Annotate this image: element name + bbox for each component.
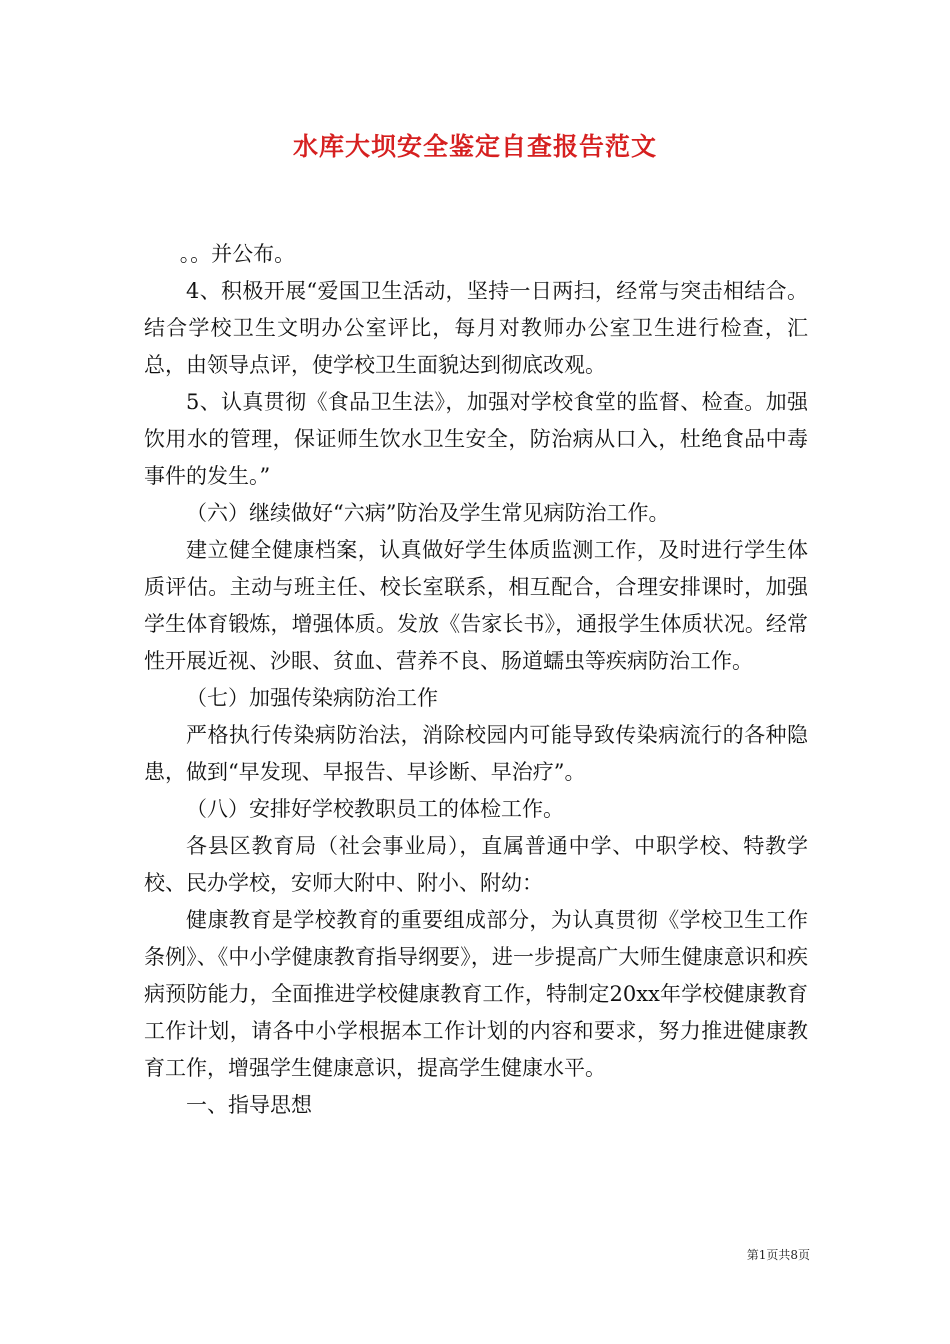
paragraph-6: （七）加强传染病防治工作: [186, 686, 438, 710]
paragraph-10: 健康教育是学校教育的重要组成部分，为认真贯彻《学校卫生工作条例》、《中小学健康教育指导纲要》，进一步提高广大师生健康意识和疾病预防能力，全面推进学校健康教育工作，特制定20xx年学校健康教育工作计划，请各中小学根据本工作计划的内容和要求，努力推进健康教育工作，增强学生健康意识，提高学生健康水平。: [144, 908, 808, 1080]
paragraph-2: 4、积极开展“爱国卫生活动，坚持一日两扫，经常与突击相结合。结合学校卫生文明办公室评比，每月对教师办公室卫生进行检查，汇总，由领导点评，使学校卫生面貌达到彻底改观。: [144, 279, 808, 377]
paragraph-1: 。。并公布。: [179, 242, 296, 266]
paragraph-7: 严格执行传染病防治法，消除校园内可能导致传染病流行的各种隐患，做到“早发现、早报告、早诊断、早治疗”。: [144, 723, 808, 784]
paragraph-3: 5、认真贯彻《食品卫生法》，加强对学校食堂的监督、检查。加强饮用水的管理，保证师生饮水卫生安全，防治病从口入，杜绝食品中毒事件的发生。”: [144, 390, 808, 488]
paragraph-11: 一、指导思想: [186, 1093, 312, 1117]
paragraph-9: 各县区教育局（社会事业局），直属普通中学、中职学校、特教学校、民办学校，安师大附中、附小、附幼：: [144, 834, 808, 895]
paragraph-5: 建立健全健康档案，认真做好学生体质监测工作，及时进行学生体质评估。主动与班主任、校长室联系，相互配合，合理安排课时，加强学生体育锻炼，增强体质。发放《告家长书》，通报学生体质状况。经常性开展近视、沙眼、贫血、营养不良、肠道蠕虫等疾病防治工作。: [144, 538, 808, 673]
document-body: [144, 236, 808, 1124]
page-number-footer: 第1页共8页: [746, 1248, 810, 1262]
document-title: 水库大坝安全鉴定自查报告范文: [292, 132, 657, 161]
paragraph-8: （八）安排好学校教职员工的体检工作。: [186, 797, 564, 821]
paragraph-4: （六）继续做好“六病”防治及学生常见病防治工作。: [186, 501, 670, 525]
